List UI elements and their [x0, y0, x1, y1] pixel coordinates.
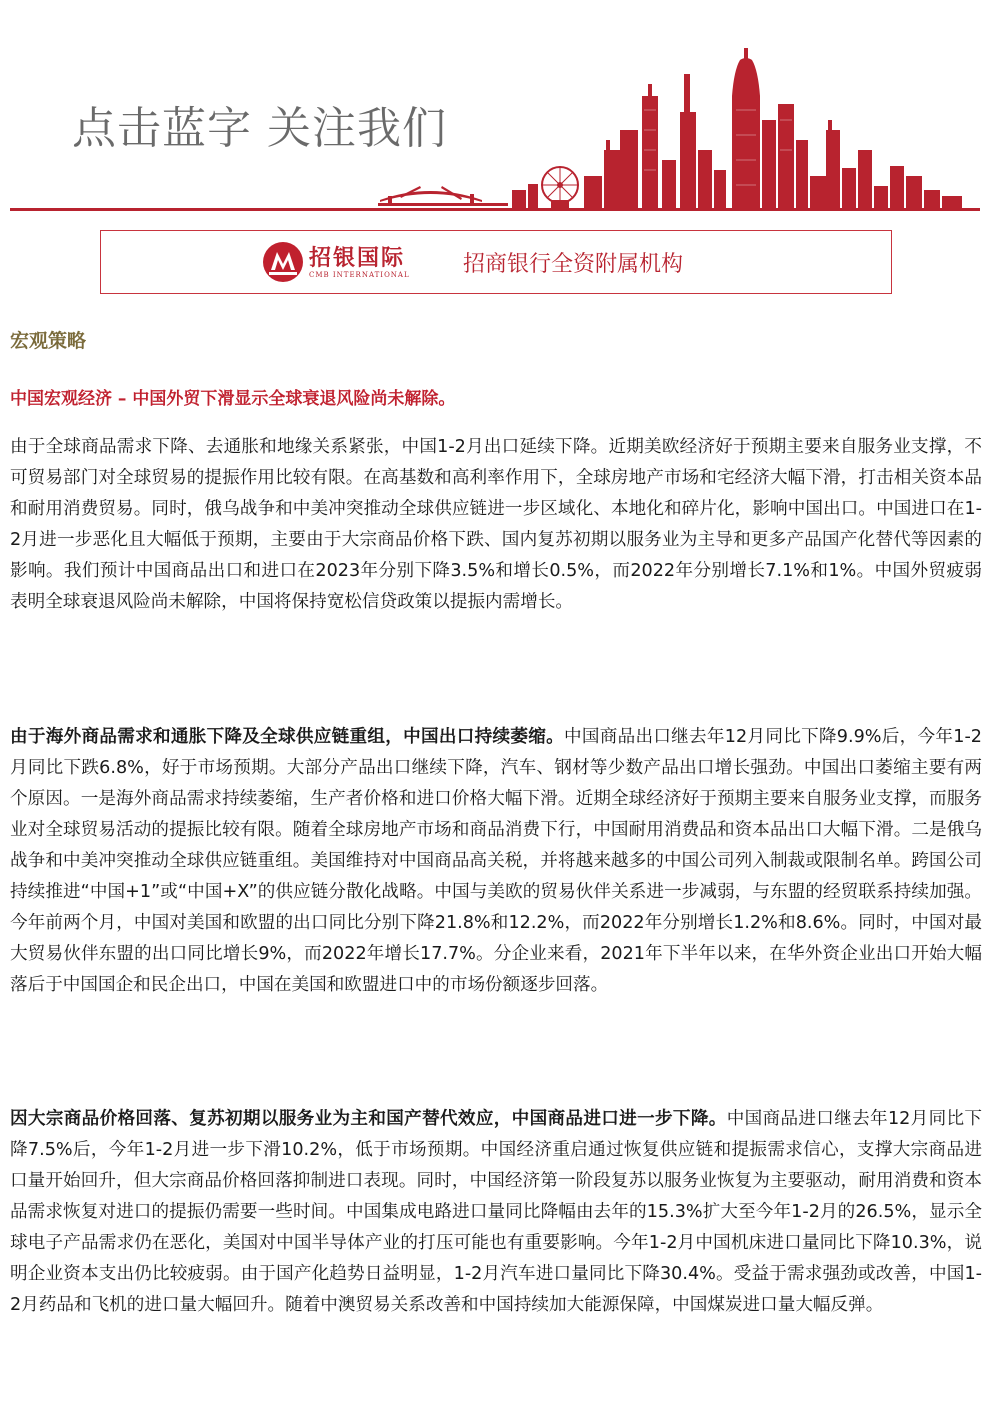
cmb-logo-icon [261, 240, 305, 284]
paragraph-imports [10, 1104, 982, 1321]
paragraph-overview [10, 432, 982, 618]
paragraph-text: 由于全球商品需求下降、去通胀和地缘关系紧张，中国1-2月出口延续下降。近期美欧经济好于预期主要来自服务业支撑，不可贸易部门对全球贸易的提振作用比较有限。在高基数和高利率作用下，全球房地产市场和宅经济大幅下滑，打击相关资本品和耐用消费贸易。同时，俄乌战争和中美冲突推动全球供应链进一步区域化、本地化和碎片化，影响中国出口。中国进口在1-2月进一步恶化且大幅低于预期，主要由于大宗商品价格下跌、国内复苏初期以服务业为主导和更多产品国产化替代等因素的影响。我们预计中国商品出口和进口在2023年分别下降3.5%和增长0.5%，而2022年分别增长7.1%和1%。中国外贸疲弱表明全球衰退风险尚未解除，中国将保持宽松信贷政策以提振内需增长。 [10, 437, 982, 612]
brand-banner [100, 230, 892, 294]
header-divider [10, 208, 980, 211]
article-headline: 中国宏观经济 – 中国外贸下滑显示全球衰退风险尚未解除。 [10, 389, 456, 409]
paragraph-text: 中国商品进口继去年12月同比下降7.5%后，今年1-2月进一步下滑10.2%，低于市场预期。中国经济重启通过恢复供应链和提振需求信心，支撑大宗商品进口量开始回升，但大宗商品价格回落抑制进口表现。同时，中国经济第一阶段复苏以服务业恢复为主要驱动，耐用消费和资本品需求恢复对进口的提振仍需要一些时间。中国集成电路进口量同比降幅由去年的15.3%扩大至今年1-2月的26.5%，显示全球电子产品需求仍在恶化，美国对中国半导体产业的打压可能也有重要影响。今年1-2月中国机床进口量同比下降10.3%，说明企业资本支出仍比较疲弱。由于国产化趋势日益明显，1-2月汽车进口量同比下降30.4%。受益于需求强劲或改善，中国1-2月药品和飞机的进口量大幅回升。随着中澳贸易关系改善和中国持续加大能源保障，中国煤炭进口量大幅反弹。 [10, 1109, 982, 1315]
paragraph-lead: 由于海外商品需求和通胀下降及全球供应链重组，中国出口持续萎缩。 [10, 727, 564, 747]
paragraph-lead: 因大宗商品价格回落、复苏初期以服务业为主和国产替代效应，中国商品进口进一步下降。 [10, 1109, 727, 1129]
brand-tagline: 招商银行全资附属机构 [463, 252, 684, 277]
brand-name-cn: 招银国际 [309, 245, 406, 271]
section-title: 宏观策略 [10, 330, 87, 352]
brand-name-en: CMB INTERNATIONAL [309, 271, 410, 279]
follow-us-title: 点击蓝字 关注我们 [72, 103, 447, 154]
paragraph-exports [10, 722, 982, 1001]
page-header [0, 0, 992, 215]
paragraph-text: 中国商品出口继去年12月同比下降9.9%后，今年1-2月同比下跌6.8%，好于市场预期。大部分产品出口继续下降，汽车、钢材等少数产品出口增长强劲。中国出口萎缩主要有两个原因。一是海外商品需求持续萎缩，生产者价格和进口价格大幅下滑。近期全球经济好于预期主要来自服务业支撑，而服务业对全球贸易活动的提振比较有限。随着全球房地产市场和商品消费下行，中国耐用消费品和资本品出口大幅下滑。二是俄乌战争和中美冲突推动全球供应链重组。美国维持对中国商品高关税，并将越来越多的中国公司列入制裁或限制名单。跨国公司持续推进“中国+1”或“中国+X”的供应链分散化战略。中国与美欧的贸易伙伴关系进一步减弱，与东盟的经贸联系持续加强。今年前两个月，中国对美国和欧盟的出口同比分别下降21.8%和12.2%，而2022年分别增长1.2%和8.6%。同时，中国对最大贸易伙伴东盟的出口同比增长9%，而2022年增长17.7%。分企业来看，2021年下半年以来，在华外资企业出口开始大幅落后于中国国企和民企出口，中国在美国和欧盟进口中的市场份额逐步回落。 [10, 727, 982, 995]
